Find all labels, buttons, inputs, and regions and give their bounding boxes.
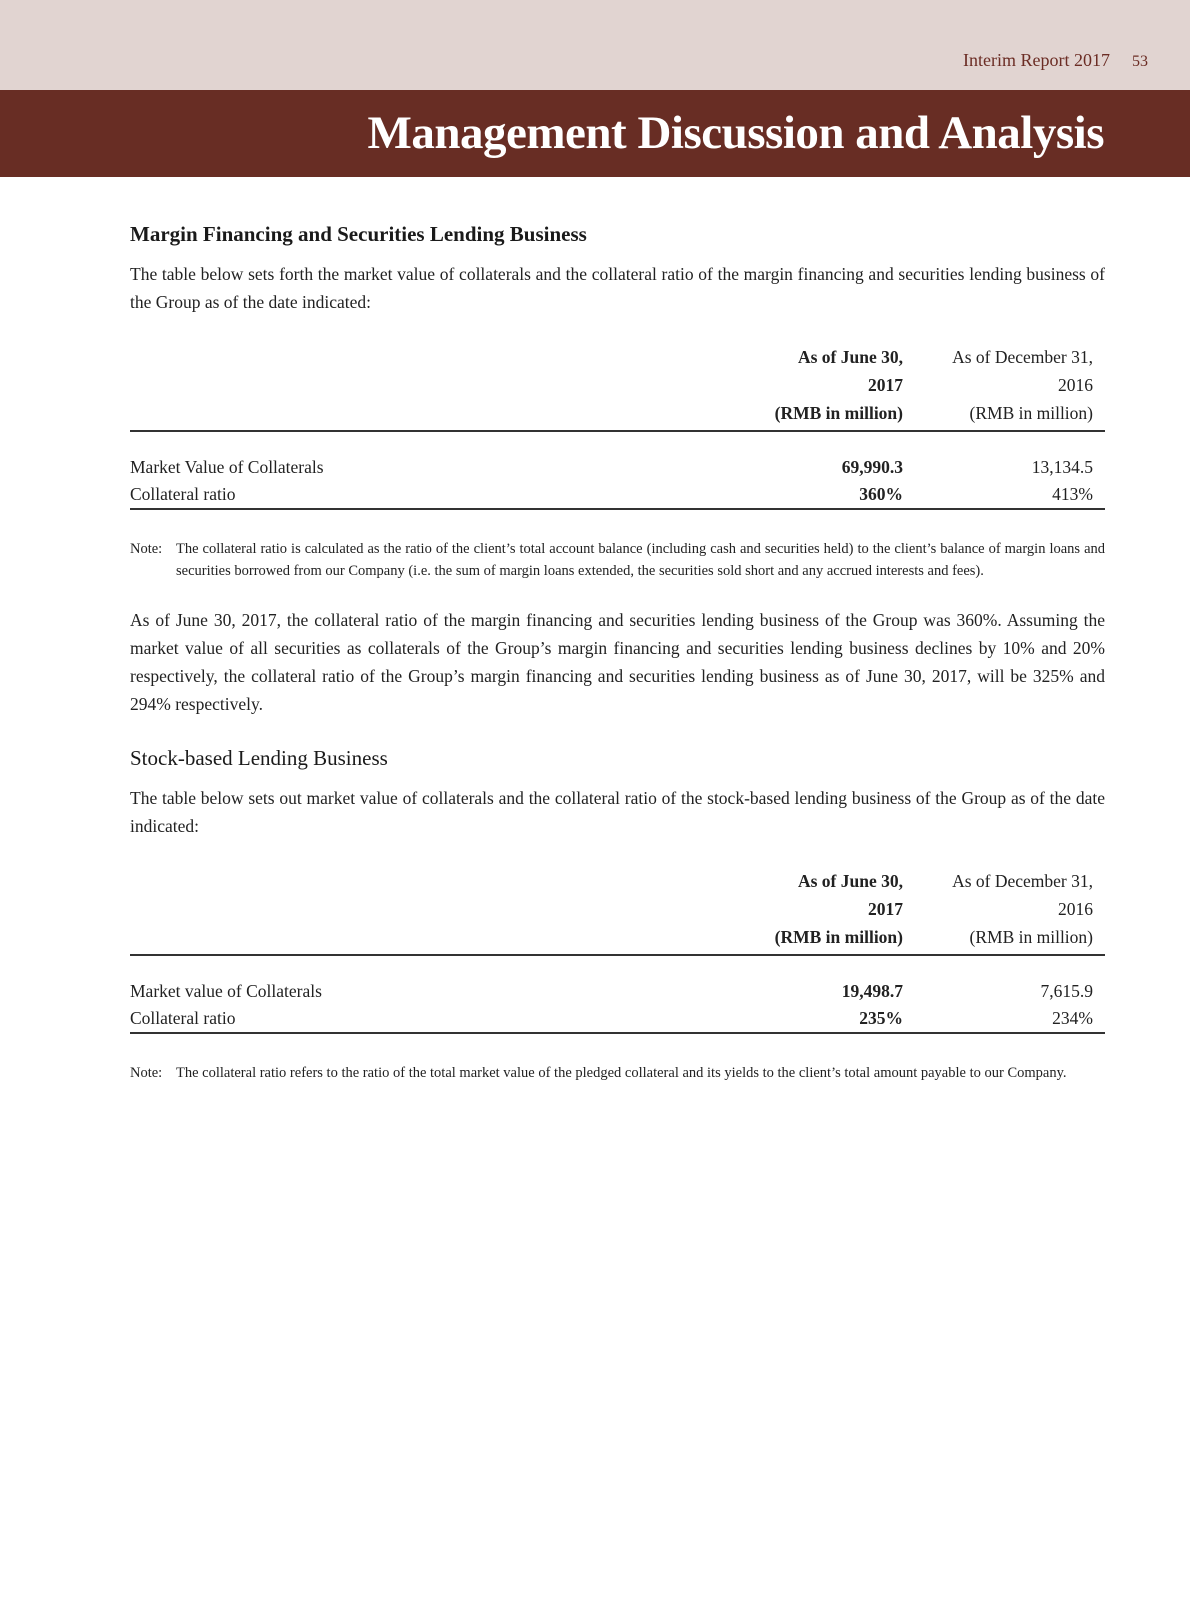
stock-col-previous: [915, 867, 1105, 955]
margin-table: [130, 343, 1105, 510]
row-current: 19,498.7: [841, 981, 903, 1001]
col-header-line: (RMB in million): [969, 403, 1093, 423]
margin-note: [130, 538, 1105, 582]
note-label: Note:: [130, 541, 163, 557]
running-head: [963, 50, 1148, 71]
table-row: [130, 454, 1105, 481]
stock-heading: Stock-based Lending Business: [130, 746, 388, 770]
row-previous: 234%: [1052, 1008, 1093, 1028]
col-header-line: 2016: [1058, 375, 1093, 395]
row-current: 360%: [859, 484, 903, 504]
stock-note: [130, 1062, 1105, 1084]
row-label: Market value of Collaterals: [130, 981, 322, 1001]
row-previous: 7,615.9: [1040, 981, 1093, 1001]
title-band: [0, 90, 1190, 177]
note-text: The collateral ratio refers to the ratio of the total market value of the pledged collateral and its yields to the client’s total amount payable to our Company.: [176, 1065, 1067, 1081]
row-previous: 413%: [1052, 484, 1093, 504]
col-header-line: (RMB in million): [774, 927, 903, 947]
col-header-line: 2016: [1058, 899, 1093, 919]
margin-heading: Margin Financing and Securities Lending Business: [130, 222, 587, 246]
row-label: Collateral ratio: [130, 484, 236, 504]
report-name: Interim Report 2017: [963, 50, 1110, 70]
stock-intro: The table below sets out market value of collaterals and the collateral ratio of the stock-based lending business of the Group as of the date indicated:: [130, 788, 1105, 836]
stock-col-current: [750, 867, 915, 955]
row-current: 235%: [859, 1008, 903, 1028]
margin-intro: The table below sets forth the market value of collaterals and the collateral ratio of the margin financing and securities lending business of the Group as of the date indicated:: [130, 264, 1105, 312]
page-content: [130, 222, 1105, 1084]
table-row: [130, 481, 1105, 509]
row-label: Collateral ratio: [130, 1008, 236, 1028]
section-title: Management Discussion and Analysis: [367, 107, 1104, 159]
col-header-line: 2017: [868, 899, 903, 919]
col-header-line: (RMB in million): [774, 403, 903, 423]
table-row: [130, 978, 1105, 1005]
col-header-line: As of December 31,: [952, 871, 1093, 891]
col-header-line: As of June 30,: [797, 871, 903, 891]
col-header-line: (RMB in million): [969, 927, 1093, 947]
col-header-line: As of December 31,: [952, 347, 1093, 367]
row-label: Market Value of Collaterals: [130, 457, 324, 477]
margin-table-header: [130, 343, 1105, 431]
stock-table-header: [130, 867, 1105, 955]
row-previous: 13,134.5: [1031, 457, 1093, 477]
stock-table: [130, 867, 1105, 1034]
note-label: Note:: [130, 1065, 163, 1081]
col-header-line: As of June 30,: [797, 347, 903, 367]
table-row: [130, 1005, 1105, 1033]
margin-col-previous: [915, 343, 1105, 431]
note-text: The collateral ratio is calculated as the ratio of the client’s total account balance (including cash and securities held) to the client’s balance of margin loans and securities borrowed from our Company (i.e. the sum of margin loans extended, the securities sold short and any accrued interests and fees).: [176, 541, 1105, 579]
margin-analysis: As of June 30, 2017, the collateral ratio of the margin financing and securities lending business of the Group was 360%. Assuming the market value of all securities as collaterals of the Group’s margin financing and securities lending business declines by 10% and 20% respectively, the collateral ratio of the Group’s margin financing and securities lending business as of June 30, 2017, will be 325% and 294% respectively.: [130, 610, 1105, 714]
header-band: [0, 0, 1190, 90]
margin-col-current: [750, 343, 915, 431]
page-number: 53: [1132, 53, 1148, 70]
row-current: 69,990.3: [841, 457, 903, 477]
col-header-line: 2017: [868, 375, 903, 395]
